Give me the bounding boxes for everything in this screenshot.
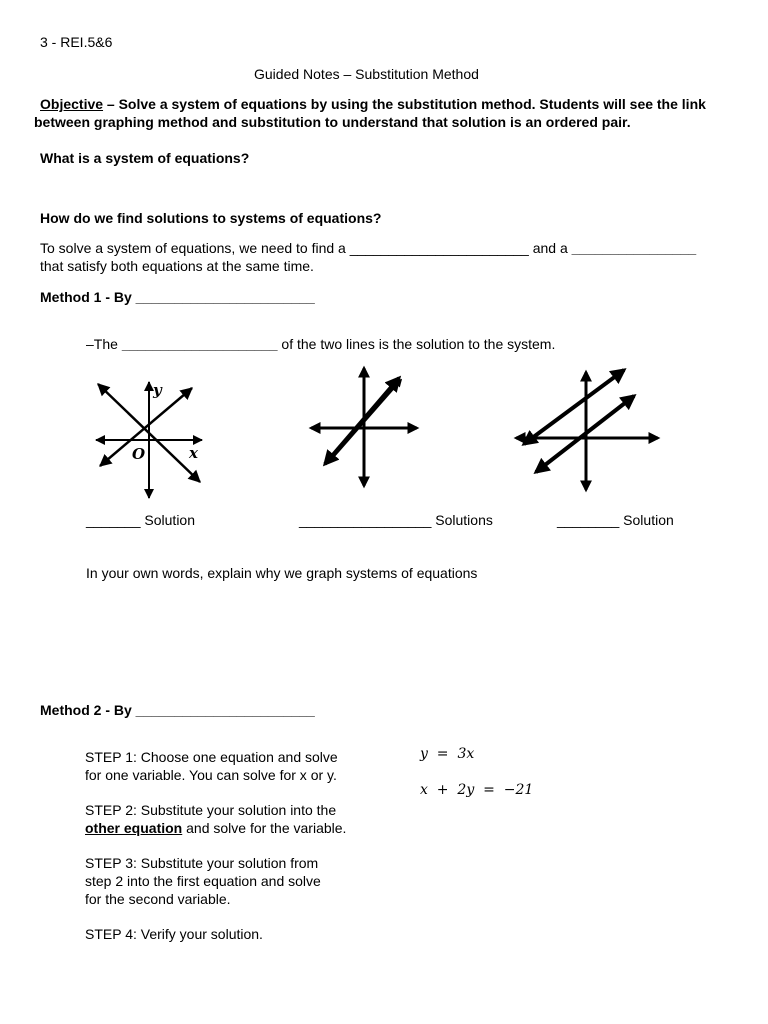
step-3-line-3: for the second variable. (85, 891, 231, 907)
question-system-definition: What is a system of equations? (40, 150, 250, 166)
graph3-line-upper (524, 370, 624, 444)
step-2-emphasis: other equation (85, 820, 183, 836)
step-1 (85, 748, 338, 784)
step-2-rest: and solve for the variable. (182, 820, 347, 836)
graph3-solution-blank: ________ (557, 512, 620, 528)
method-2-heading: Method 2 - By _______________________ (40, 702, 315, 718)
solve-sentence-blank-2: ________________ (571, 240, 697, 256)
step-3 (85, 854, 321, 908)
equation-1: y = 3x (420, 746, 475, 762)
solve-sentence-part-1: To solve a system of equations, we need to find a _______________________ and a (40, 240, 572, 256)
graph1-y-label: y (153, 381, 162, 399)
graph1-solution-label (86, 512, 195, 528)
graph2-line-a (325, 378, 399, 464)
graph-no-solution (510, 362, 670, 497)
standard-code: 3 - REI.5&6 (40, 34, 113, 50)
step-2 (85, 801, 346, 837)
intersection-suffix: of the two lines is the solution to the system. (277, 336, 556, 352)
solve-sentence-line-1 (40, 240, 696, 256)
objective-line-1 (40, 96, 706, 112)
intersection-blank: ____________________ (121, 336, 278, 352)
graph1-x-label: x (189, 444, 198, 462)
question-find-solutions: How do we find solutions to systems of equations? (40, 210, 382, 226)
graph3-solution-label (557, 512, 674, 528)
objective-label: Objective (40, 96, 104, 112)
graph1-origin-label: O (132, 445, 146, 463)
solve-sentence-line-2: that satisfy both equations at the same time. (40, 258, 314, 274)
method-1-heading: Method 1 - By _______________________ (40, 289, 315, 305)
graph1-solution-word: Solution (140, 512, 195, 528)
step-1-line-1: STEP 1: Choose one equation and solve (85, 749, 338, 765)
graph2-solution-blank: _________________ (299, 512, 432, 528)
step-3-line-2: step 2 into the first equation and solve (85, 873, 321, 889)
graph2-solution-word: Solutions (431, 512, 493, 528)
objective-text-1: – Solve a system of equations by using the substitution method. Students will see the link (103, 96, 706, 112)
step-1-line-2: for one variable. You can solve for x or y. (85, 767, 337, 783)
equation-2: x + 2y = −21 (420, 782, 534, 798)
graph2-solution-label (299, 512, 493, 528)
step-4: STEP 4: Verify your solution. (85, 926, 263, 942)
graph1-solution-blank: _______ (86, 512, 141, 528)
step-2-line-1: STEP 2: Substitute your solution into the (85, 802, 337, 818)
graph-infinite-solutions (305, 362, 425, 492)
step-2-line-2 (85, 819, 346, 837)
page-title: Guided Notes – Substitution Method (254, 66, 479, 82)
objective-line-2: between graphing method and substitution to understand that solution is an ordered pair. (34, 114, 631, 130)
graph-one-solution (92, 378, 212, 503)
graph3-solution-word: Solution (619, 512, 674, 528)
explain-prompt: In your own words, explain why we graph systems of equations (86, 565, 478, 581)
intersection-sentence (86, 336, 555, 352)
intersection-prefix: –The (86, 336, 122, 352)
step-3-line-1: STEP 3: Substitute your solution from (85, 855, 319, 871)
